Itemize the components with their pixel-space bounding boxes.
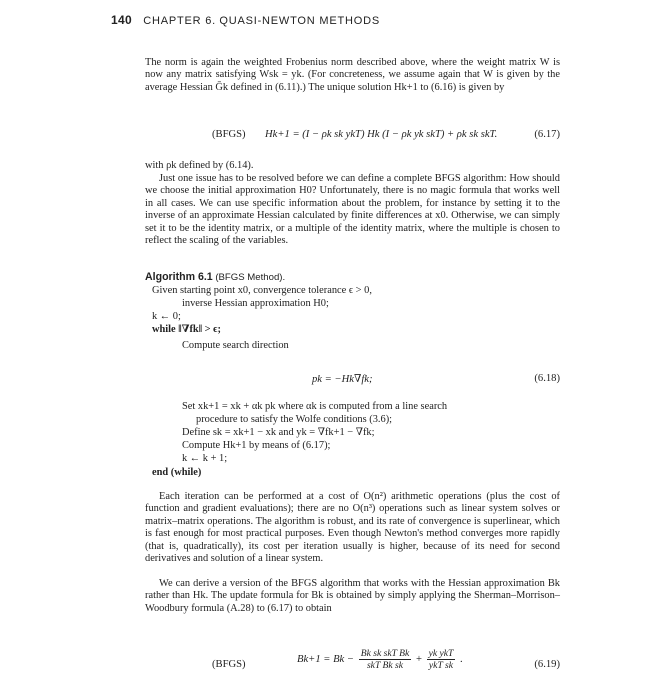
algorithm-label: Algorithm 6.1	[145, 271, 213, 283]
algorithm-compute-h: Compute Hk+1 by means of (6.17);	[182, 440, 331, 451]
fraction-2-numerator: yk ykT	[428, 648, 454, 659]
algorithm-given: Given starting point x0, convergence tolerance ϵ > 0,	[152, 285, 372, 296]
algorithm-increment: k ← k + 1;	[182, 453, 228, 464]
algorithm-subtitle: (BFGS Method).	[215, 272, 286, 283]
equation-number: (6.17)	[534, 129, 560, 140]
fraction-2-denominator: ykT sk	[428, 660, 453, 671]
page-number: 140	[111, 13, 132, 27]
equation-lhs: Bk+1 = Bk −	[297, 653, 355, 665]
paragraph-text: We can derive a version of the BFGS algorithm that works with the Hessian approximation Bk rather than Hk. The update formula for Bk is obtained by simply applying the Sherman–Morrison–Woodbury formula (A.28) to (6.17) to obtain	[145, 578, 560, 614]
fraction-2	[427, 648, 456, 671]
paragraph-norm	[145, 57, 560, 94]
algorithm-end: end (while)	[152, 467, 202, 478]
algorithm-init: k ← 0;	[152, 311, 181, 322]
equation-formula	[297, 648, 463, 671]
section-title: QUASI-NEWTON METHODS	[219, 15, 380, 27]
algorithm-compute: Compute search direction	[182, 340, 289, 351]
algorithm-set-2: procedure to satisfy the Wolfe conditions (3.6);	[196, 414, 393, 425]
paragraph-initial-approx	[145, 173, 560, 247]
algorithm-set: Set xk+1 = xk + αk pk where αk is computed from a line search	[182, 401, 448, 412]
equation-number: (6.18)	[534, 373, 560, 384]
paragraph-cost	[145, 491, 560, 565]
fraction-1-denominator: skT Bk sk	[366, 660, 404, 671]
paragraph-hessian-version	[145, 578, 560, 615]
fraction-1	[359, 648, 412, 671]
algorithm-while: while ‖∇fk‖ > ϵ;	[152, 324, 222, 335]
fraction-1-numerator: Bk sk skT Bk	[360, 648, 410, 659]
equation-formula: pk = −Hk∇fk;	[312, 374, 373, 385]
paragraph-text: with ρk defined by (6.14).	[145, 160, 254, 171]
equation-period: .	[460, 653, 463, 665]
equation-6-19	[145, 648, 560, 688]
paragraph-rho	[145, 160, 560, 172]
algorithm-title	[145, 271, 285, 284]
plus-sign: +	[415, 653, 422, 665]
chapter-label: CHAPTER 6.	[143, 15, 217, 27]
paragraph-text: The norm is again the weighted Frobenius norm described above, where the weight matrix W is now any matrix satisfying Wsk = yk. (For concreteness, we assume again that W is given by the average Hessian Ḡk defined in (6.11).) The unique solution Hk+1 to (6.16) is given by	[145, 57, 560, 93]
algorithm-given-2: inverse Hessian approximation H0;	[182, 298, 329, 309]
equation-formula: Hk+1 = (I − ρk sk ykT) Hk (I − ρk yk skT) + ρk sk skT.	[265, 129, 498, 140]
paragraph-text: Just one issue has to be resolved before we can define a complete BFGS algorithm: How should we choose the initial approximation H0? Unfortunately, there is no magic formula that works well in all cases. We can use specific information about the problem, for instance by setting it to the inverse of an approximate Hessian calculated by finite differences at x0. Otherwise, we can simply set it to be the identity matrix, or a multiple of the identity matrix, where the multiple is chosen to reflect the scaling of the variables.	[145, 173, 560, 247]
algorithm-define: Define sk = xk+1 − xk and yk = ∇fk+1 − ∇fk;	[182, 427, 375, 438]
running-header	[111, 13, 380, 28]
equation-number: (6.19)	[534, 659, 560, 670]
equation-tag: (BFGS)	[212, 129, 246, 140]
equation-tag: (BFGS)	[212, 659, 246, 670]
paragraph-text: Each iteration can be performed at a cost of O(n²) arithmetic operations (plus the cost of function and gradient evaluations); there are no O(n³) operations such as linear system solves or matrix–matrix operations. The algorithm is robust, and its rate of convergence is superlinear, which is fast enough for most practical purposes. Even though Newton's method converges more rapidly (that is, quadratically), its cost per iteration usually is higher, because of its need for second derivatives and solution of a linear system.	[145, 491, 560, 565]
